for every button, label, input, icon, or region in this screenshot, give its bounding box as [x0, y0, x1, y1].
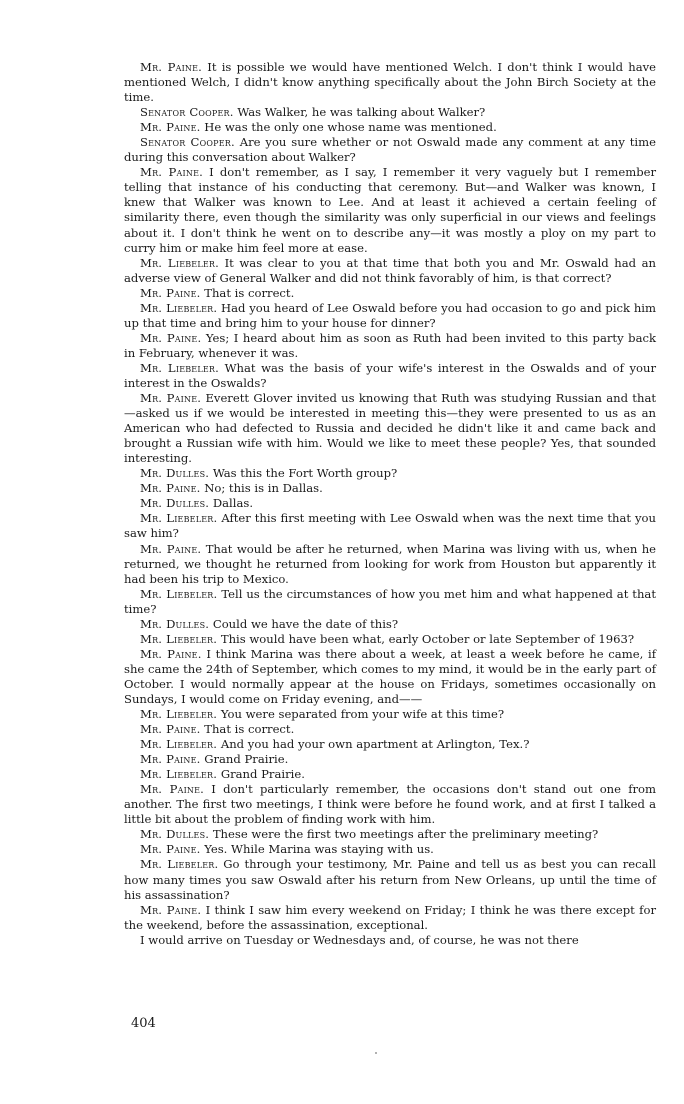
paragraph — [124, 722, 656, 737]
speech-text: Are you sure whether or not Oswald made any comment at any time during this conversation about Walker? — [124, 135, 656, 165]
speaker-name: Mr. Paine. — [140, 165, 203, 180]
speech-text: That would be after he returned, when Marina was living with us, when he returned, we thought he returned from looking for work from Houston but apparently it had been his trip to Mexico. — [124, 541, 657, 586]
paragraph — [124, 331, 656, 361]
paragraph — [124, 707, 656, 722]
paragraph — [124, 632, 656, 647]
speaker-name: Mr. Paine. — [140, 285, 201, 300]
paragraph — [124, 481, 656, 496]
paragraph — [124, 256, 656, 286]
paragraph — [124, 361, 656, 391]
speaker-name: Mr. Paine. — [140, 391, 202, 406]
speech-text: Everett Glover invited us knowing that Ruth was studying Russian and that—asked us if we would be interested in meeting this—they were presented to us as an American who had defected to Russia and decided he didn't like it and came back and brought a Russian wife with him. Would we like to meet these people? Yes, that sounded interesting. — [124, 391, 657, 466]
speech-text: It was clear to you at that time that both you and Mr. Oswald had an adverse view of General Walker and did not think favorably of him, is that correct? — [124, 255, 656, 285]
paragraph — [124, 647, 656, 707]
speaker-name: Mr. Paine. — [140, 782, 205, 797]
speech-text: After this first meeting with Lee Oswald when was the next time that you saw him? — [124, 511, 656, 541]
speech-text: I think Marina was there about a week, at least a week before he came, if she came the 24th of September, which comes to my mind, it would be in the early part of October. I would normally appear at the house on Fridays, sometimes occasionally on Sundays, I would come on Friday evening, and—— — [124, 646, 656, 706]
paragraph — [124, 842, 656, 857]
paragraph — [124, 165, 656, 255]
paragraph — [124, 120, 656, 135]
speaker-name: Mr. Paine. — [140, 722, 201, 737]
speech-text: These were the first two meetings after the preliminary meeting? — [212, 827, 599, 842]
scan-speck — [375, 1052, 377, 1054]
paragraph — [124, 933, 656, 948]
speech-text: I would arrive on Tuesday or Wednesdays and, of course, he was not there — [140, 932, 579, 947]
page-number: 404 — [131, 1016, 156, 1031]
speaker-name: Mr. Paine. — [140, 646, 202, 661]
paragraph — [124, 587, 656, 617]
speech-text: This would have been what, early October or late September of 1963? — [220, 631, 635, 646]
paragraph — [124, 60, 656, 105]
speech-text: It is possible we would have mentioned Welch. I don't think I would have mentioned Welch, I didn't know anything specifically about the John Birch Society at the time. — [124, 60, 657, 105]
paragraph — [124, 496, 656, 511]
speech-text: No; this is in Dallas. — [204, 481, 323, 496]
speaker-name: Mr. Liebeler. — [140, 707, 218, 722]
paragraph — [124, 857, 656, 902]
speaker-name: Mr. Liebeler. — [140, 737, 218, 752]
speaker-name: Mr. Paine. — [140, 541, 202, 556]
speaker-name: Mr. Liebeler. — [140, 767, 218, 782]
speaker-name: Mr. Paine. — [140, 752, 201, 767]
speech-text: I don't particularly remember, the occasions don't stand out one from another. The first two meetings, I think were before he found work, and at first I talked a little bit about the problem of finding work with him. — [124, 782, 657, 827]
paragraph — [124, 105, 656, 120]
paragraph — [124, 903, 656, 933]
speaker-name: Senator Cooper. — [140, 135, 235, 150]
speaker-name: Mr. Liebeler. — [140, 857, 219, 872]
speech-text: Was this the Fort Worth group? — [212, 466, 398, 481]
speaker-name: Mr. Paine. — [140, 842, 201, 857]
paragraph — [124, 767, 656, 782]
paragraph — [124, 286, 656, 301]
speaker-name: Mr. Dulles. — [140, 496, 210, 511]
paragraph — [124, 511, 656, 541]
speaker-name: Mr. Paine. — [140, 330, 202, 345]
speaker-name: Mr. Liebeler. — [140, 631, 218, 646]
speaker-name: Mr. Liebeler. — [140, 360, 220, 375]
speech-text: I think I saw him every weekend on Friday; I think he was there except for the weekend, before the assassination, exceptional. — [124, 902, 656, 932]
speaker-name: Mr. Liebeler. — [140, 255, 220, 270]
paragraph — [124, 752, 656, 767]
speaker-name: Mr. Dulles. — [140, 466, 210, 481]
speech-text: Was Walker, he was talking about Walker? — [237, 105, 486, 120]
speech-text: Yes; I heard about him as soon as Ruth had been invited to this party back in February, whenever it was. — [124, 330, 657, 360]
paragraph — [124, 617, 656, 632]
speech-text: Could we have the date of this? — [212, 616, 399, 631]
speech-text: Go through your testimony, Mr. Paine and tell us as best you can recall how many times you saw Oswald after his return from New Orleans, up until the time of his assassination? — [124, 857, 656, 902]
speech-text: Yes. While Marina was staying with us. — [204, 842, 434, 857]
speaker-name: Mr. Liebeler. — [140, 300, 218, 315]
speaker-name: Mr. Liebeler. — [140, 511, 218, 526]
speech-text: He was the only one whose name was mentioned. — [204, 120, 497, 135]
transcript-body — [124, 60, 656, 948]
paragraph — [124, 391, 656, 466]
speech-text: That is correct. — [204, 722, 295, 737]
speaker-name: Mr. Liebeler. — [140, 586, 218, 601]
speech-text: Grand Prairie. — [204, 752, 289, 767]
speech-text: Grand Prairie. — [220, 767, 305, 782]
speaker-name: Mr. Paine. — [140, 120, 201, 135]
speech-text: And you had your own apartment at Arlington, Tex.? — [220, 737, 530, 752]
speaker-name: Mr. Paine. — [140, 481, 201, 496]
paragraph — [124, 542, 656, 587]
speech-text: That is correct. — [204, 285, 295, 300]
speech-text: Dallas. — [212, 496, 253, 511]
speech-text: What was the basis of your wife's interest in the Oswalds and of your interest in the Oswalds? — [124, 360, 656, 390]
paragraph — [124, 737, 656, 752]
paragraph — [124, 782, 656, 827]
speaker-name: Mr. Paine. — [140, 902, 202, 917]
paragraph — [124, 827, 656, 842]
speech-text: You were separated from your wife at this time? — [220, 707, 505, 722]
speech-text: I don't remember, as I say, I remember it very vaguely but I remember telling that instance of his conducting that ceremony. But—and Walker was known, I knew that Walker was known to Lee. And at least it achieved a certain feeling of similarity there, even though the similarity was only superficial in our views and feelings about it. I don't think he went on to describe any—it was mostly a ploy on my part to curry him or make him feel more at ease. — [124, 165, 657, 255]
speaker-name: Senator Cooper. — [140, 105, 234, 120]
paragraph — [124, 301, 656, 331]
speaker-name: Mr. Paine. — [140, 60, 203, 74]
paragraph — [124, 466, 656, 481]
speaker-name: Mr. Dulles. — [140, 616, 210, 631]
paragraph — [124, 135, 656, 165]
speaker-name: Mr. Dulles. — [140, 827, 210, 842]
speech-text: Tell us the circumstances of how you met him and what happened at that time? — [124, 586, 656, 616]
speech-text: Had you heard of Lee Oswald before you had occasion to go and pick him up that time and bring him to your house for dinner? — [124, 300, 656, 330]
